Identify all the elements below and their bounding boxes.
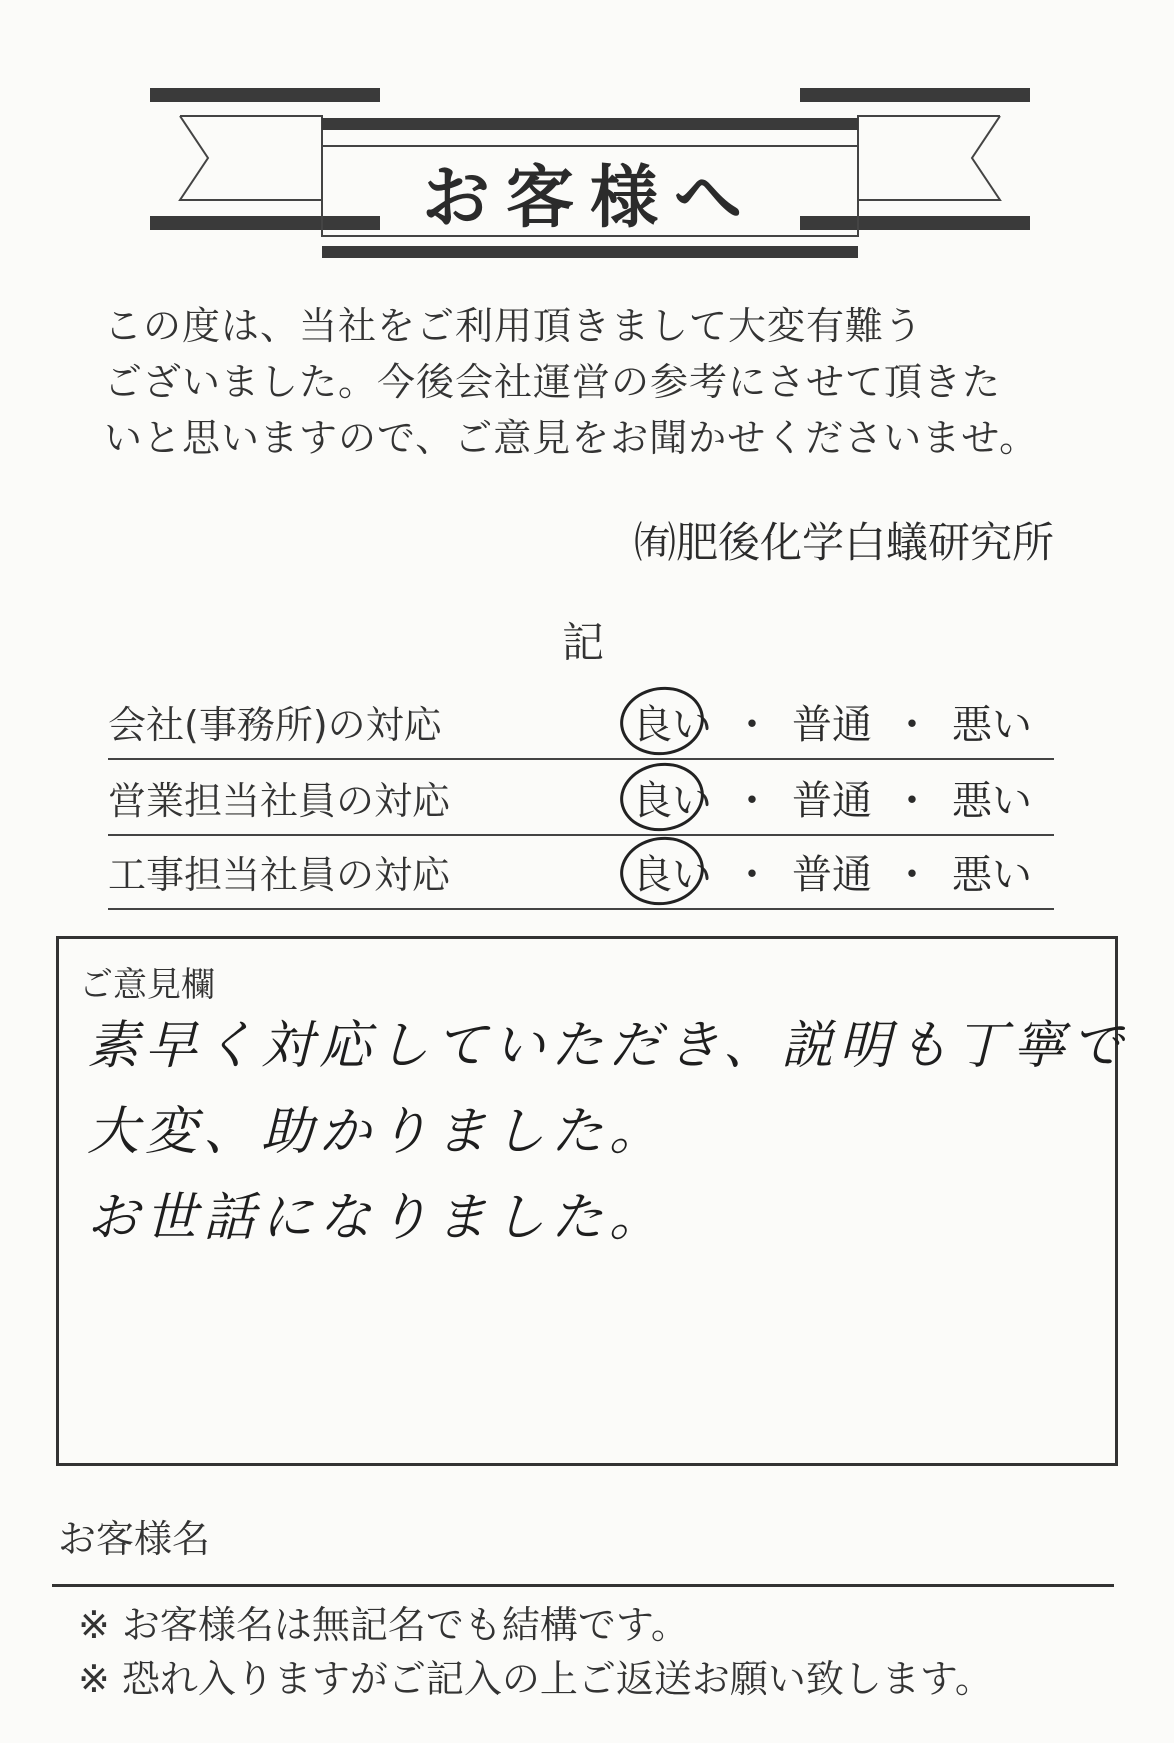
option-bad[interactable]: 悪い xyxy=(952,701,1032,748)
separator: ・ xyxy=(732,701,772,748)
rating-row-sales xyxy=(108,760,1054,836)
option-good[interactable]: 良い xyxy=(628,769,716,826)
option-bad[interactable]: 悪い xyxy=(952,777,1032,824)
page-title: お客様へ xyxy=(421,157,758,238)
comment-line: 大変、助かりました。 xyxy=(87,1102,668,1162)
customer-name-label: お客様名 xyxy=(58,1517,211,1561)
option-bad[interactable]: 悪い xyxy=(952,851,1032,898)
rating-options xyxy=(628,769,1036,826)
comment-text xyxy=(87,1003,1129,1261)
separator: ・ xyxy=(892,851,932,898)
option-good[interactable]: 良い xyxy=(628,843,716,900)
intro-line: いと思いますので、ご意見をお聞かせくださいませ。 xyxy=(104,416,1039,460)
intro-text xyxy=(104,298,1064,466)
customer-name-field[interactable] xyxy=(52,1584,1114,1587)
separator: ・ xyxy=(732,851,772,898)
rating-row-company xyxy=(108,684,1054,760)
section-mark: 記 xyxy=(562,618,605,667)
rating-label: 工事担当社員の対応 xyxy=(108,852,451,897)
selected-circle xyxy=(616,681,709,760)
selected-circle xyxy=(616,831,709,910)
comment-label: ご意見欄 xyxy=(79,965,215,1005)
intro-line: ございました。今後会社運営の参考にさせて頂きた xyxy=(104,360,1002,404)
option-average[interactable]: 普通 xyxy=(792,701,872,748)
option-good[interactable]: 良い xyxy=(628,693,716,750)
note-line: ※ 恐れ入りますがご記入の上ご返送お願い致します。 xyxy=(78,1657,993,1701)
rating-options xyxy=(628,693,1036,750)
intro-line: この度は、当社をご利用頂きまして大変有難う xyxy=(104,304,924,348)
separator: ・ xyxy=(732,777,772,824)
separator: ・ xyxy=(892,701,932,748)
selected-circle xyxy=(616,757,709,836)
footer-notes xyxy=(78,1598,993,1706)
rating-label: 会社(事務所)の対応 xyxy=(108,702,442,747)
company-name: ㈲肥後化学白蟻研究所 xyxy=(633,518,1054,567)
comment-line: お世話になりました。 xyxy=(87,1188,668,1248)
option-average[interactable]: 普通 xyxy=(792,851,872,898)
rating-label: 営業担当社員の対応 xyxy=(108,778,451,823)
rating-row-construction xyxy=(108,834,1054,910)
note-line: ※ お客様名は無記名でも結構です。 xyxy=(78,1603,689,1647)
comment-line: 素早く対応していただき、説明も丁寧で xyxy=(87,1016,1129,1076)
comment-box[interactable] xyxy=(56,936,1129,1466)
rating-options xyxy=(628,843,1036,900)
option-average[interactable]: 普通 xyxy=(792,777,872,824)
separator: ・ xyxy=(892,777,932,824)
